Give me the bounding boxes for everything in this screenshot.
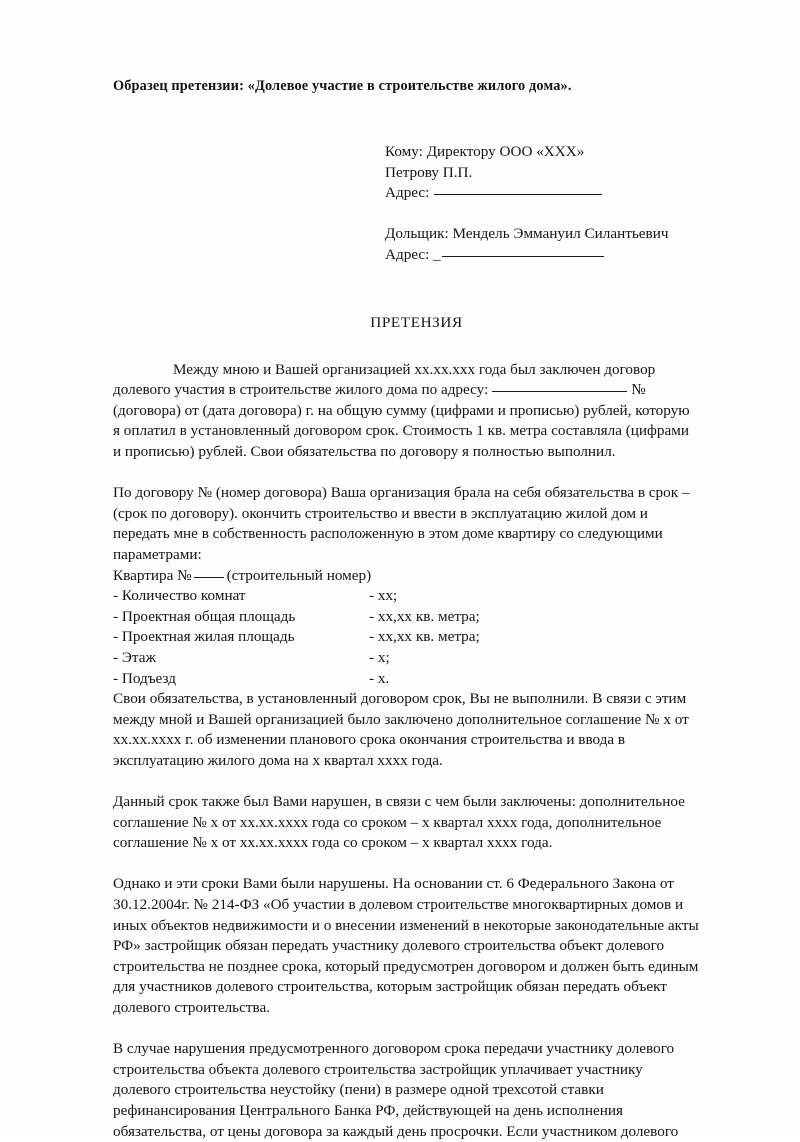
- apartment-number-blank[interactable]: [194, 577, 224, 578]
- apartment-number-line: [113, 566, 700, 587]
- apartment-number-prefix: Квартира №: [113, 566, 192, 584]
- participant-address-prefix: _: [433, 246, 441, 264]
- paragraph-contract-intro-text-b: № (договора) от (дата договора) г. на общую сумму (цифрами и прописью) рублей, которую я оплатил в установленный договором срок. Стоимость 1 кв. метра составляла (цифрами и прописью) рублей. Свои обязательства по договору я полностью выполнил.: [113, 381, 690, 461]
- paragraph-breach-first: Свои обязательства, в установленный договором срок, Вы не выполнили. В связи с этим между мной и Вашей организацией было заключено дополнительное соглашение № x от xx.xx.xxxx г. об изменении планового срока окончания строительства и ввода в эксплуатацию жилого дома на x квартал xxxx года.: [113, 690, 689, 769]
- recipient-address-label: Адрес:: [385, 184, 430, 202]
- paragraph-penalty: В случае нарушения предусмотренного договором срока передачи участнику долевого строительства объекта долевого строительства застройщик уплачивает участнику долевого строительства неустойку (пени) в размере одной трехсотой ставки рефинансирования Центрального Банка РФ, действующей на день исполнения обязательства, от цены договора за каждый день просрочки. Если участником долевого: [113, 1040, 679, 1140]
- param-name: - Этаж: [113, 648, 156, 666]
- paragraph-contract-intro: [113, 360, 700, 463]
- participant-group: [385, 224, 700, 266]
- list-item: [113, 586, 700, 607]
- document-body: [113, 360, 700, 1142]
- recipient-name: Петрову П.П.: [385, 163, 473, 181]
- param-name: - Подъезд: [113, 669, 176, 687]
- section-heading-claim: ПРЕТЕНЗИЯ: [370, 313, 463, 331]
- param-value: - xx,xx кв. метра;: [369, 628, 480, 646]
- list-item: [113, 607, 700, 628]
- list-item: [113, 669, 700, 690]
- paragraph-federal-law: Однако и эти сроки Вами были нарушены. На основании ст. 6 Федерального Закона от 30.12.2004г. № 214-ФЗ «Об участии в долевом строительстве многоквартирных домов и иных объектов недвижимости и о внесении изменений в некоторые законодательные акты РФ» застройщик обязан передать участнику долевого строительства объект долевого строительства не позднее срока, который предусмотрен договором и должен быть единым для участников долевого строительства, которым застройщик обязан передать объект долевого строительства.: [113, 875, 699, 1017]
- paragraph-breach-second: Данный срок также был Вами нарушен, в связи с чем были заключены: дополнительное соглашение № x от xx.xx.xxxx года со сроком – x квартал xxxx года, дополнительное соглашение № x от xx.xx.xxxx года со сроком – x квартал xxxx года.: [113, 793, 685, 852]
- list-item: [113, 648, 700, 669]
- paragraph-obligations: По договору № (номер договора) Ваша организация брала на себя обязательства в срок – (срок по договору). окончить строительство и ввести в эксплуатацию жилой дом и передать мне в собственность расположенную в этом доме квартиру со следующими параметрами:: [113, 484, 690, 563]
- participant-address-label: Адрес:: [385, 246, 430, 264]
- participant-address-line: [385, 245, 700, 266]
- param-value: - x;: [369, 648, 390, 666]
- participant-name: Дольщик: Мендель Эммануил Силантьевич: [385, 225, 669, 243]
- apartment-number-suffix: (строительный номер): [226, 566, 372, 584]
- param-name: - Количество комнат: [113, 587, 246, 605]
- param-value: - x.: [369, 669, 390, 687]
- list-item: [113, 627, 700, 648]
- param-value: - xx;: [369, 587, 398, 605]
- recipient-address-line: [385, 183, 700, 204]
- recipient-group: [385, 142, 700, 204]
- recipient-organization: Кому: Директору ООО «XXX»: [385, 142, 585, 160]
- apartment-parameters-list: [113, 586, 700, 689]
- param-name: - Проектная общая площадь: [113, 607, 296, 625]
- recipient-address-blank[interactable]: [434, 194, 602, 195]
- addressee-block: [385, 142, 700, 266]
- address-inline-blank[interactable]: [492, 391, 627, 392]
- paragraph-contract-intro-text-a: Между мною и Вашей организацией xx.xx.xxx года был заключен договор долевого участия в строительстве жилого дома по адресу:: [113, 360, 656, 399]
- participant-address-blank[interactable]: [442, 256, 604, 257]
- param-value: - xx,xx кв. метра;: [369, 607, 480, 625]
- page-title: Образец претензии: «Долевое участие в строительстве жилого дома».: [113, 78, 572, 94]
- param-name: - Проектная жилая площадь: [113, 628, 295, 646]
